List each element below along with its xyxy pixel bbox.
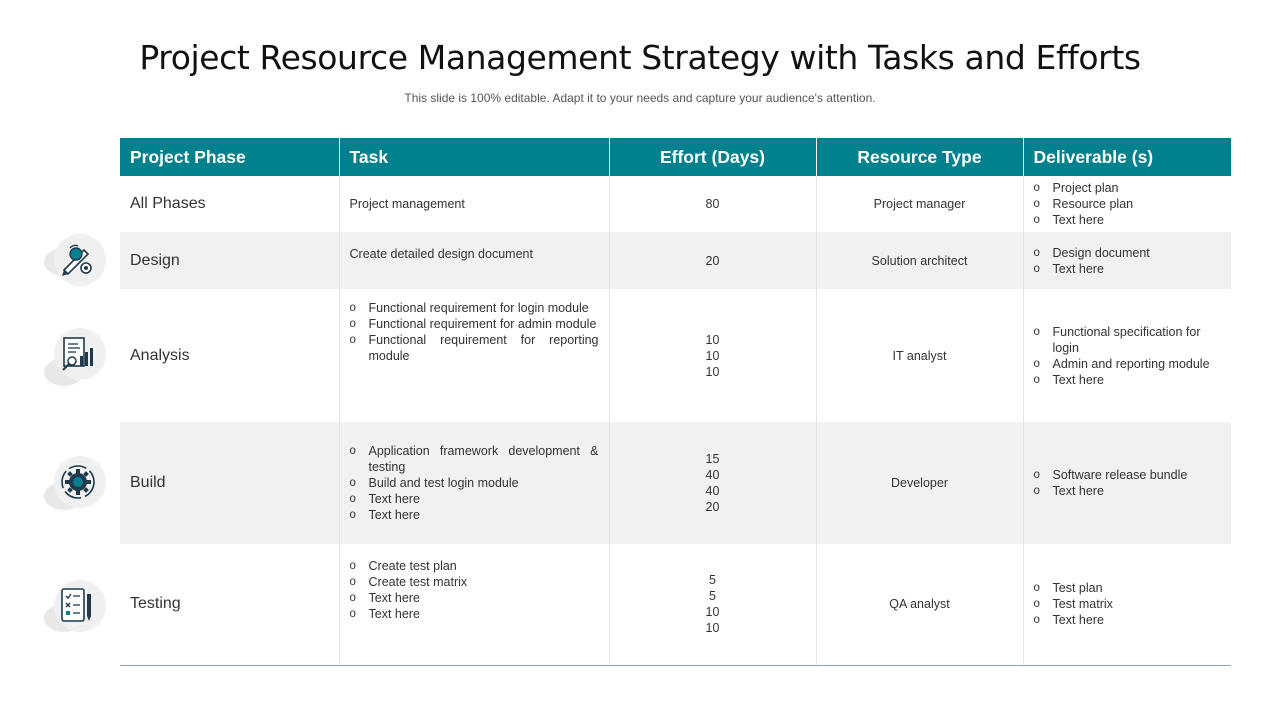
task-cell: Create detailed design document [339,232,609,289]
effort-value: 15 [705,452,720,466]
effort-cell [609,232,816,289]
effort-value: 40 [705,484,720,498]
deliverable-item: o Text here [1034,212,1222,228]
effort-cell [609,422,816,544]
table-row [120,232,1231,289]
effort-value: 5 [709,589,716,604]
deliverable-item: o Resource plan [1034,196,1222,212]
task-item: o Text here [350,507,599,523]
deliverables-cell [1023,422,1231,544]
header-project-phase: Project Phase [120,138,339,176]
phase-cell: All Phases [120,176,339,232]
phase-cell: Design [120,232,339,289]
resource-cell: IT analyst [816,289,1023,422]
task-item: o Application framework development & testing [350,443,599,475]
task-item: o Functional requirement for admin module [350,316,599,332]
task-item: o Functional requirement for login module [350,300,599,316]
header-deliverables: Deliverable (s) [1023,138,1231,176]
deliverable-item: o Text here [1034,612,1222,628]
effort-value: 40 [705,468,720,482]
effort-value: 20 [705,500,720,514]
deliverable-item: o Software release bundle [1034,467,1222,483]
phase-cell: Analysis [120,289,339,422]
header-resource-type: Resource Type [816,138,1023,176]
design-tools-icon [58,240,98,280]
task-cell [339,544,609,665]
checklist-icon [58,586,98,626]
header-effort: Effort (Days) [609,138,816,176]
effort-cell [609,289,816,422]
task-cell: Project management [339,176,609,232]
deliverable-item: o Text here [1034,261,1222,277]
deliverables-cell [1023,232,1231,289]
deliverable-item: o Text here [1034,483,1222,499]
task-item: o Build and test login module [350,475,599,491]
deliverables-cell [1023,289,1231,422]
deliverable-item: o Project plan [1034,180,1222,196]
task-cell [339,289,609,422]
table-row [120,176,1231,232]
phase-cell: Build [120,422,339,544]
phase-cell: Testing [120,544,339,665]
deliverable-item: o Functional specification for login [1034,324,1222,356]
effort-cell [609,176,816,232]
analysis-report-icon [58,334,98,374]
slide-subtitle: This slide is 100% editable. Adapt it to your needs and capture your audience's attention. [404,91,876,105]
task-item: o Functional requirement for reporting module [350,332,599,364]
task-item: o Text here [350,606,599,622]
effort-value: 10 [705,364,720,379]
effort-value: 80 [705,197,720,211]
effort-value: 10 [705,332,720,347]
deliverables-cell [1023,544,1231,665]
header-task: Task [339,138,609,176]
table-row [120,289,1231,422]
deliverable-item: o Design document [1034,245,1222,261]
task-item: o Text here [350,590,599,606]
deliverable-item: o Text here [1034,372,1222,388]
deliverable-item: o Admin and reporting module [1034,356,1222,372]
task-item: o Create test plan [350,558,599,574]
effort-value: 10 [705,605,720,620]
table-row [120,544,1231,665]
effort-cell [609,544,816,665]
effort-value: 10 [705,621,720,636]
resource-cell: QA analyst [816,544,1023,665]
gear-build-icon [58,462,98,502]
table-row [120,422,1231,544]
table-header-row [120,138,1231,176]
deliverable-item: o Test matrix [1034,596,1222,612]
task-cell [339,422,609,544]
task-item: o Text here [350,491,599,507]
resource-table [120,138,1231,666]
slide-title: Project Resource Management Strategy with Tasks and Efforts [139,38,1141,77]
deliverables-cell [1023,176,1231,232]
task-item: o Create test matrix [350,574,599,590]
effort-value: 10 [705,348,720,363]
effort-value: 5 [709,573,716,588]
resource-cell: Solution architect [816,232,1023,289]
deliverable-item: o Test plan [1034,580,1222,596]
effort-value: 20 [705,253,720,268]
resource-cell: Project manager [816,176,1023,232]
resource-cell: Developer [816,422,1023,544]
